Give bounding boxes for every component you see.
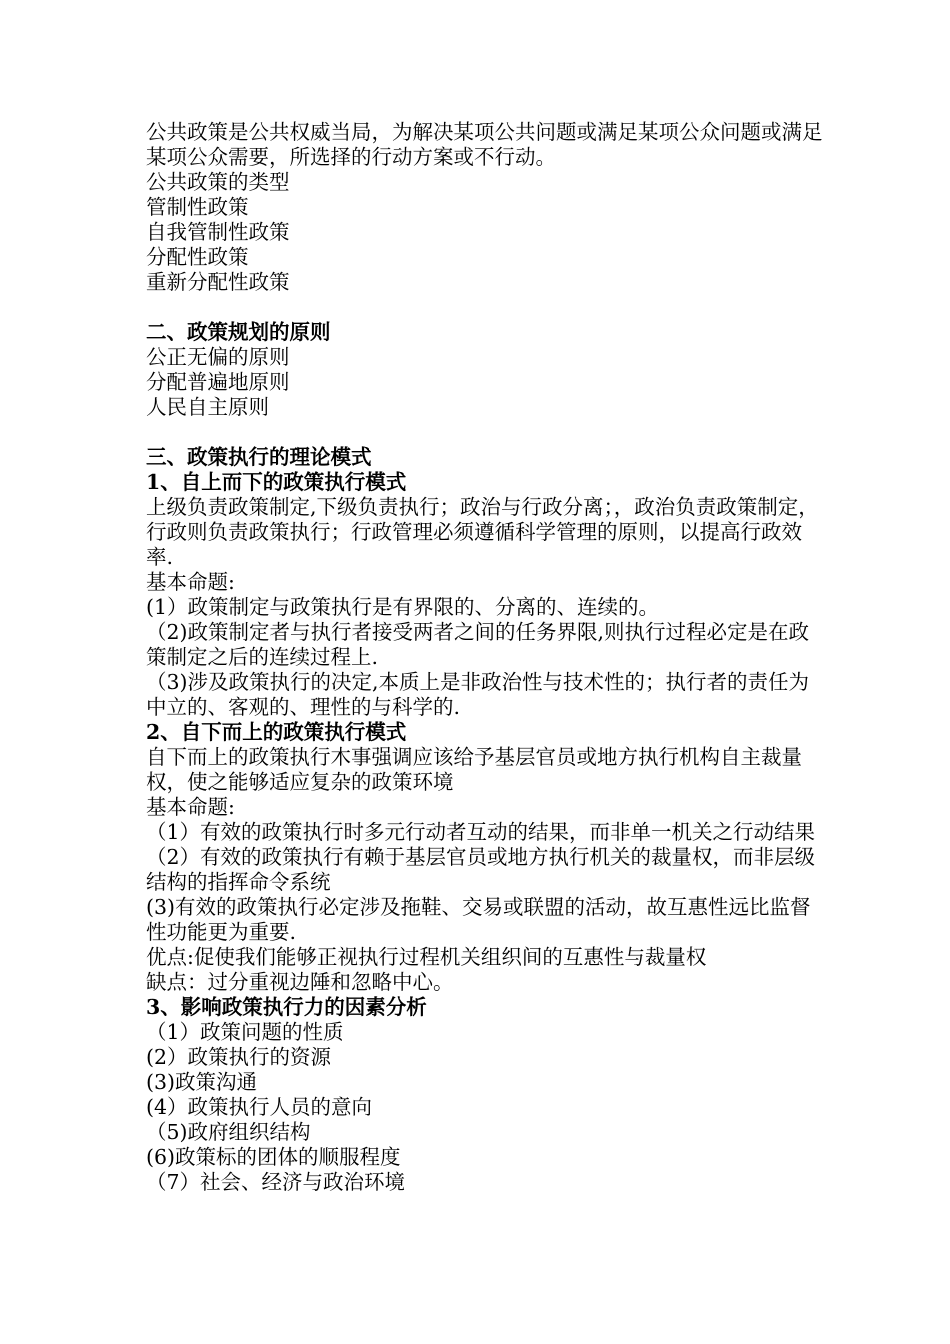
text-line: 缺点：过分重视边陲和忽略中心。 <box>146 970 454 994</box>
blank-line <box>146 295 826 320</box>
section-heading: 二、政策规划的原则 <box>146 320 331 344</box>
text-line: (2）政策执行的资源 <box>146 1045 332 1069</box>
section-heading: 1、自上而下的政策执行模式 <box>146 470 407 494</box>
document-page <box>146 120 826 1195</box>
text-line: （3)涉及政策执行的决定,本质上是非政治性与技术性的；执行者的责任为中立的、客观的、理性的与科学的. <box>146 670 810 719</box>
section-heading: 三、政策执行的理论模式 <box>146 445 372 469</box>
text-line: （1）政策问题的性质 <box>146 1020 344 1044</box>
section-heading: 2、自下而上的政策执行模式 <box>146 720 407 744</box>
text-line: （1）有效的政策执行时多元行动者互动的结果，而非单一机关之行动结果 <box>146 820 816 844</box>
text-line: 人民自主原则 <box>146 395 269 419</box>
text-line: 优点:促使我们能够正视执行过程机关组织间的互惠性与裁量权 <box>146 945 707 969</box>
text-line: (6)政策标的团体的顺服程度 <box>146 1145 401 1169</box>
text-line: 基本命题: <box>146 795 235 819</box>
text-line: 重新分配性政策 <box>146 270 290 294</box>
blank-line <box>146 420 826 445</box>
text-line: 公共政策的类型 <box>146 170 290 194</box>
text-line: （2）有效的政策执行有赖于基层官员或地方执行机关的裁量权，而非层级结构的指挥命令系统 <box>146 845 816 894</box>
text-line: (4）政策执行人员的意向 <box>146 1095 373 1119</box>
text-line: 自我管制性政策 <box>146 220 290 244</box>
text-line: (3)有效的政策执行必定涉及拖鞋、交易或联盟的活动，故互惠性远比监督性功能更为重要. <box>146 895 811 944</box>
text-line: (3)政策沟通 <box>146 1070 258 1094</box>
text-line: (1）政策制定与政策执行是有界限的、分离的、连续的。 <box>146 595 660 619</box>
text-line: （2)政策制定者与执行者接受两者之间的任务界限,则执行过程必定是在政策制定之后的连续过程上. <box>146 620 810 669</box>
text-line: 基本命题: <box>146 570 235 594</box>
text-line: 公共政策是公共权威当局，为解决某项公共问题或满足某项公众问题或满足某项公众需要，所选择的行动方案或不行动。 <box>146 120 823 169</box>
text-line: 自下而上的政策执行木事强调应该给予基层官员或地方执行机构自主裁量权，使之能够适应复杂的政策环境 <box>146 745 802 794</box>
text-line: （7）社会、经济与政治环境 <box>146 1170 406 1194</box>
text-line: （5)政府组织结构 <box>146 1120 311 1144</box>
section-heading: 3、影响政策执行力的因素分析 <box>146 995 427 1019</box>
text-line: 公正无偏的原则 <box>146 345 290 369</box>
text-line: 上级负责政策制定,下级负责执行；政治与行政分离；，政治负责政策制定，行政则负责政策执行；行政管理必须遵循科学管理的原则，以提高行政效率. <box>146 495 819 569</box>
text-line: 分配普遍地原则 <box>146 370 290 394</box>
text-line: 分配性政策 <box>146 245 249 269</box>
text-line: 管制性政策 <box>146 195 249 219</box>
